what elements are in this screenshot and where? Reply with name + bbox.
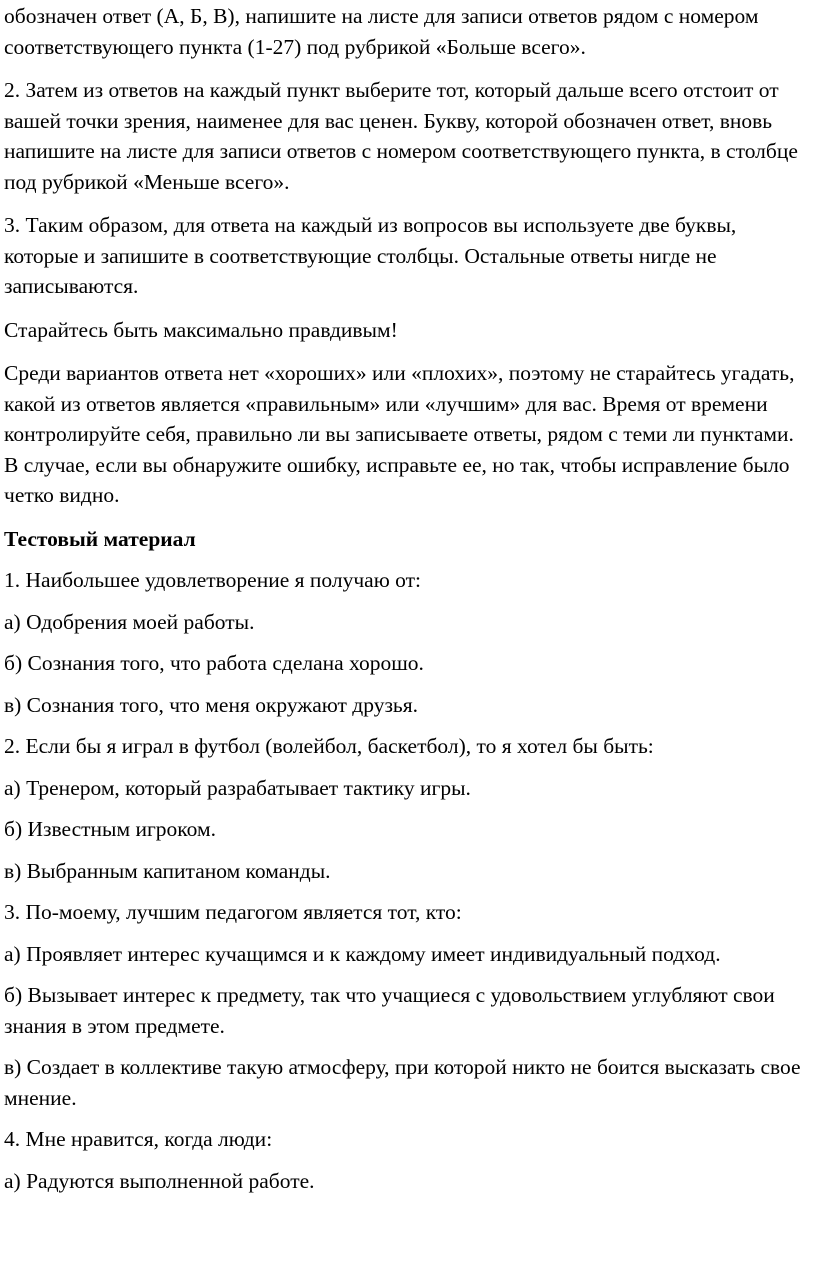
question-2-option-a: а) Тренером, который разрабатывает тактику игры. [4,775,471,800]
paragraph-truthful: Старайтесь быть максимально правдивым! [4,317,398,342]
question-3-option-a: а) Проявляет интерес кучащимся и к каждому имеет индивидуальный подход. [4,941,721,966]
question-3-option-c: в) Создает в коллективе такую атмосферу, при которой никто не боится высказать свое мнение. [4,1055,801,1110]
question-2: 2. Если бы я играл в футбол (волейбол, баскетбол), то я хотел бы быть: [4,734,654,758]
paragraph-instruction-1: обозначен ответ (А, Б, В), напишите на листе для записи ответов рядом с номером соответствующего пункта (1-27) под рубрикой «Больше всего». [4,4,759,59]
question-1: 1. Наибольшее удовлетворение я получаю от: [4,568,421,592]
question-4: 4. Мне нравится, когда люди: [4,1127,273,1151]
section-title: Тестовый материал [4,526,196,551]
paragraph-no-good-bad: Среди вариантов ответа нет «хороших» или «плохих», поэтому не старайтесь угадать, какой из ответов является «правильным» или «лучшим» для вас. Время от времени контролируйте себя, правильно ли вы записываете ответы, рядом с теми ли пунктами. В случае, если вы обнаружите ошибку, исправьте ее, но так, чтобы исправление было четко видно. [4,361,795,507]
question-3: 3. По-моему, лучшим педагогом является тот, кто: [4,900,462,924]
question-3-option-b: б) Вызывает интерес к предмету, так что учащиеся с удовольствием углубляют свои знания в этом предмете. [4,983,775,1038]
paragraph-instruction-2: 2. Затем из ответов на каждый пункт выберите тот, который дальше всего отстоит от вашей точки зрения, наименее для вас ценен. Букву, которой обозначен ответ, вновь напишите на листе для записи ответов с номером соответствующего пункта, в столбце под рубрикой «Меньше всего». [4,78,798,194]
question-2-option-b: б) Известным игроком. [4,817,216,841]
question-1-option-a: а) Одобрения моей работы. [4,609,255,634]
paragraph-instruction-3: 3. Таким образом, для ответа на каждый из вопросов вы используете две буквы, которые и запишите в соответствующие столбцы. Остальные ответы нигде не записываются. [4,213,737,298]
question-2-option-c: в) Выбранным капитаном команды. [4,858,331,883]
question-1-option-b: б) Сознания того, что работа сделана хорошо. [4,651,424,675]
question-4-option-a: а) Радуются выполненной работе. [4,1168,315,1193]
question-1-option-c: в) Сознания того, что меня окружают друзья. [4,692,419,717]
document-page [0,1,816,1283]
